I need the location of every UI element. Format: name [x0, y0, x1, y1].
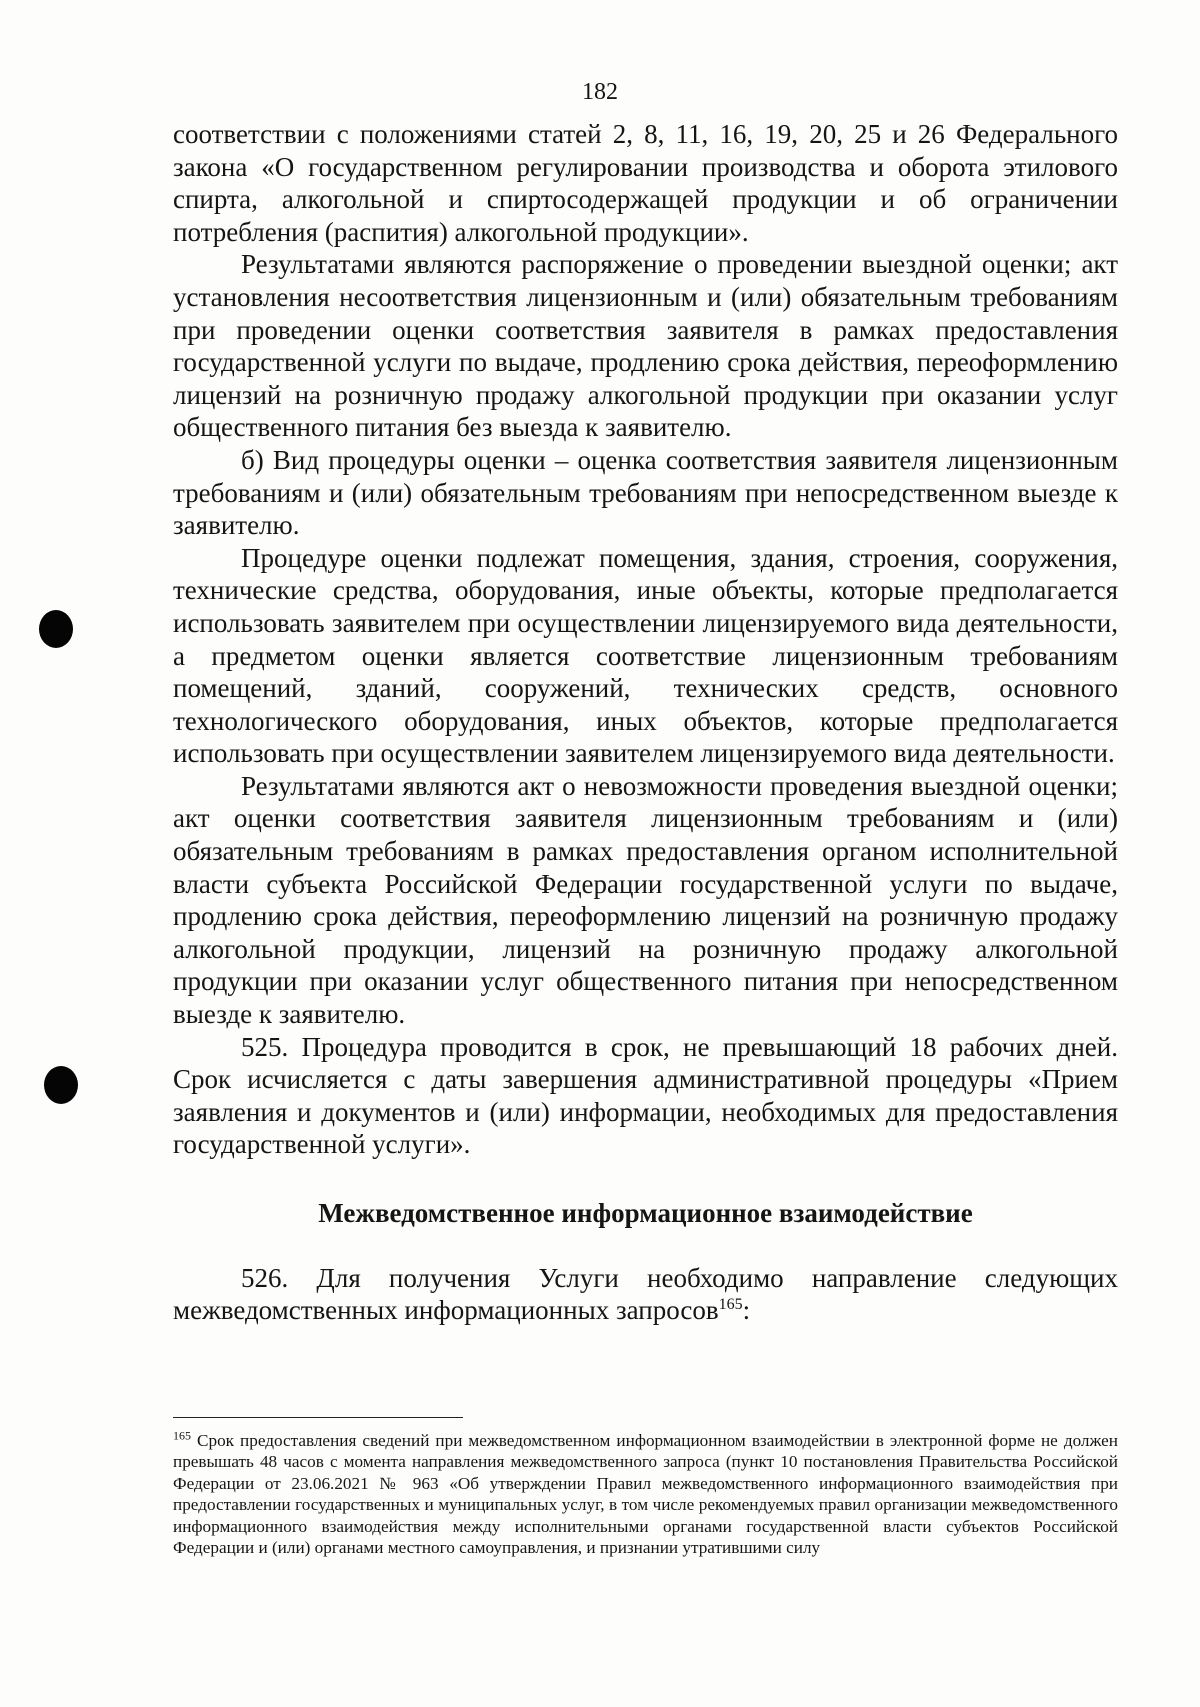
- punch-hole-bottom: [44, 1066, 78, 1104]
- paragraph-results-onsite-assessment: Результатами являются акт о невозможности проведения выездной оценки; акт оценки соответствия заявителя лицензионным требованиям и (или) обязательным требованиям в рамках предоставления органом исполнительной власти субъекта Российской Федерации государственной услуги по выдаче, продлению срока действия, переоформлению лицензий на розничную продажу алкогольной продукции, лицензий на розничную продажу алкогольной продукции при оказании услуг общественного питания при непосредственном выезде к заявителю.: [173, 770, 1118, 1030]
- footnote-text: Срок предоставления сведений при межведомственном информационном взаимодействии в электронной форме не должен превышать 48 часов с момента направления межведомственного запроса (пункт 10 постановления Правительства Российской Федерации от 23.06.2021 № 963 «Об утверждении Правил межведомственного информационного взаимодействия при предоставлении государственных и муниципальных услуг, в том числе рекомендуемых правил организации межведомственного информационного взаимодействия между исполнительными органами государственной власти субъектов Российской Федерации и (или) органами местного самоуправления, и признании утратившими силу: [173, 1431, 1118, 1558]
- main-text: [173, 118, 1118, 1327]
- paragraph-526-requests: [173, 1262, 1118, 1327]
- paragraph-526-suffix: :: [742, 1295, 751, 1326]
- punch-hole-top: [39, 610, 73, 648]
- footnote-165: [173, 1430, 1118, 1558]
- paragraph-assessment-type-b: б) Вид процедуры оценки – оценка соответствия заявителя лицензионным требованиям и (или) обязательным требованиям при непосредственном выезде к заявителю.: [173, 444, 1118, 541]
- paragraph-526-text: 526. Для получения Услуги необходимо направление следующих межведомственных информационных запросов: [173, 1262, 1118, 1326]
- paragraph-525-duration: 525. Процедура проводится в срок, не превышающий 18 рабочих дней. Срок исчисляется с даты завершения административной процедуры «Прием заявления и документов и (или) информации, необходимых для предоставления государственной услуги».: [173, 1031, 1118, 1160]
- footnote-marker: 165: [173, 1428, 191, 1443]
- footnote-separator: [173, 1417, 463, 1418]
- paragraph-assessment-subjects: Процедуре оценки подлежат помещения, здания, строения, сооружения, технические средства, оборудования, иные объекты, которые предполагается использовать заявителем при осуществлении лицензируемого вида деятельности, а предметом оценки является соответствие лицензионным требованиям помещений, зданий, сооружений, технических средств, основного технологического оборудования, иных объектов, которые предполагается использовать при осуществлении заявителем лицензируемого вида деятельности.: [173, 542, 1118, 769]
- section-heading: Межведомственное информационное взаимодействие: [318, 1198, 973, 1228]
- paragraph-federal-law-reference: соответствии с положениями статей 2, 8, 11, 16, 19, 20, 25 и 26 Федерального закона «О государственном регулировании производства и оборота этилового спирта, алкогольной и спиртосодержащей продукции и об ограничении потребления (распития) алкогольной продукции».: [173, 119, 1118, 247]
- paragraph-results-remote-assessment: Результатами являются распоряжение о проведении выездной оценки; акт установления несоответствия лицензионным и (или) обязательным требованиям при проведении оценки соответствия заявителя в рамках предоставления государственной услуги по выдаче, продлению срока действия, переоформлению лицензий на розничную продажу алкогольной продукции при оказании услуг общественного питания без выезда к заявителю.: [173, 249, 1118, 443]
- page-number: 182: [582, 79, 618, 105]
- footnote-reference-165[interactable]: 165: [718, 1296, 743, 1314]
